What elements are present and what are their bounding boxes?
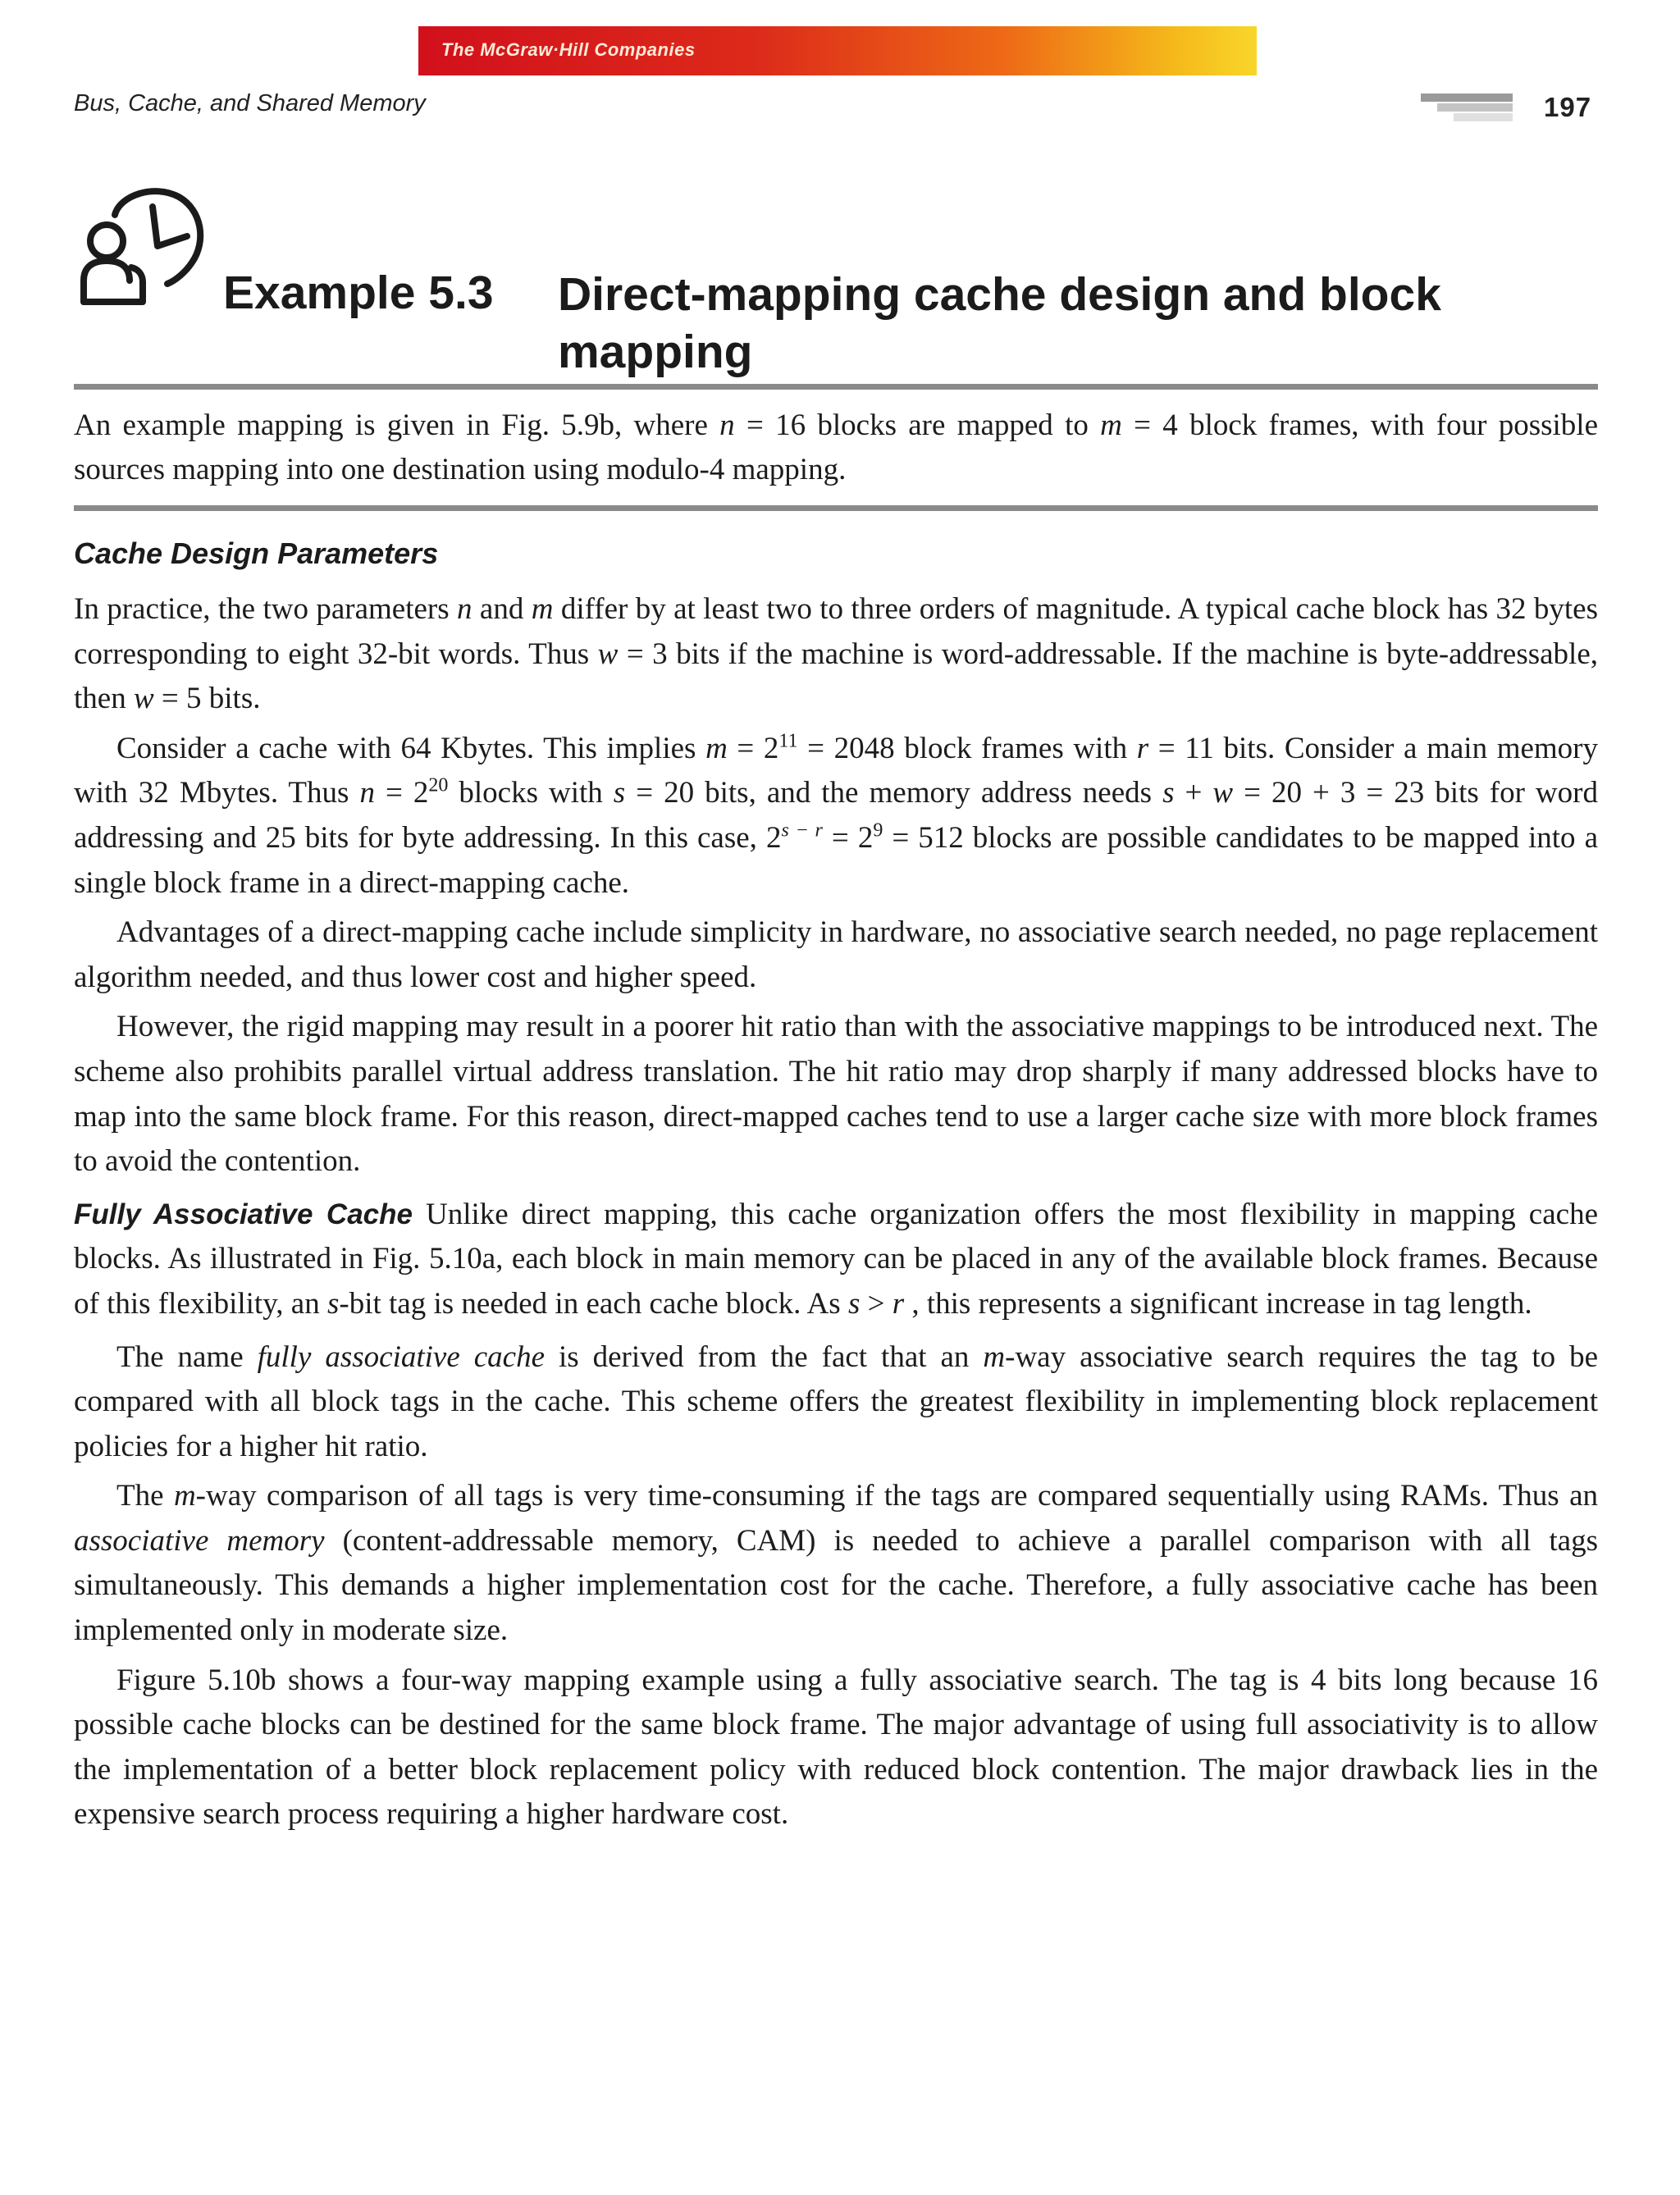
italic-term: w: [597, 637, 619, 671]
publisher-banner: [418, 26, 1257, 75]
italic-term: m: [173, 1479, 196, 1513]
body-text: [74, 587, 1598, 1842]
example-intro: [74, 404, 1598, 492]
paragraph: [74, 910, 1598, 1000]
italic-term: n: [457, 592, 472, 626]
text-run: = 5 bits.: [153, 682, 261, 716]
example-person-clock-icon: [72, 179, 212, 310]
text-run: = 2048 block frames with: [797, 731, 1137, 765]
italic-term: m: [983, 1339, 1006, 1374]
page-marker-decoration: [1421, 90, 1519, 125]
text-run: (content-addressable memory, CAM) is needed to achieve a parallel comparison with all tags simultaneously. This demands a higher implementation cost for the cache. Therefore, a fully associative cache has been implemented only in moderate size.: [74, 1523, 1599, 1648]
italic-term: associative memory: [74, 1523, 325, 1558]
italic-term: s: [613, 776, 626, 810]
italic-term: w: [1212, 776, 1234, 810]
paragraph: [74, 587, 1598, 722]
text-run: = 11 bits. Consider a main memory with 32 Mbytes. Thus: [74, 731, 1598, 810]
text-run: Advantages of a direct-mapping cache include simplicity in hardware, no associative search needed, no page replacement algorithm needed, and thus lower cost and higher speed.: [74, 915, 1598, 994]
text-run: = 2: [727, 731, 779, 765]
running-head: Bus, Cache, and Shared Memory: [74, 90, 426, 116]
text-run: +: [1174, 776, 1213, 810]
italic-term: n: [359, 776, 375, 810]
text-run: is derived from the fact that an: [545, 1339, 984, 1374]
text-run: -way comparison of all tags is very time-consuming if the tags are compared sequentially using RAMs. Thus an: [195, 1479, 1599, 1513]
text-run: >: [860, 1286, 892, 1321]
italic-term: s: [1162, 776, 1175, 810]
example-top-rule: [74, 384, 1598, 390]
italic-term: r: [1136, 731, 1149, 765]
text-run: = 16 blocks are mapped to: [734, 408, 1101, 442]
italic-term: m: [705, 731, 728, 765]
italic-term: fully associative cache: [257, 1339, 545, 1374]
text-run: differ by at least two to three orders of magnitude. A typical cache block has 32 bytes corresponding to eight 32-bit words. Thus: [74, 592, 1598, 671]
publisher-logo-text: The McGraw·Hill Companies: [441, 39, 696, 60]
text-run: Figure 5.10b shows a four-way mapping example using a fully associative search. The tag is 4 bits long because 16 possible cache blocks can be destined for the same block frame. The major advantage of using full associativity is to allow the implementation of a better block replacement policy with reduced block contention. The major drawback lies in the expensive search process requiring a higher hardware cost.: [74, 1663, 1598, 1832]
italic-term: s: [847, 1286, 861, 1321]
superscript: s − r: [781, 819, 823, 842]
superscript: 9: [873, 819, 883, 842]
text-run: = 20 bits, and the memory address needs: [625, 776, 1163, 810]
text-run: and: [472, 592, 532, 626]
text-run: The: [116, 1479, 174, 1513]
text-run: = 2: [374, 776, 429, 810]
text-run: , this represents a significant increase in tag length.: [904, 1286, 1532, 1321]
paragraph: [74, 1005, 1598, 1184]
page-number: 197: [1544, 92, 1592, 122]
section-heading: Cache Design Parameters: [74, 536, 439, 570]
text-run: In practice, the two parameters: [74, 592, 458, 626]
text-run: However, the rigid mapping may result in a poorer hit ratio than with the associative mappings to be introduced next. The scheme also prohibits parallel virtual address translation. The hit ratio may drop sharply if many addressed blocks have to map into the same block frame. For this reason, direct-mapped caches tend to use a larger cache size with more block frames to avoid the contention.: [74, 1010, 1598, 1179]
paragraph: [74, 1335, 1598, 1470]
italic-term: w: [133, 682, 154, 716]
text-run: blocks with: [448, 776, 614, 810]
italic-term: s: [326, 1286, 340, 1321]
text-run: Consider a cache with 64 Kbytes. This implies: [116, 731, 706, 765]
paragraph: [74, 727, 1598, 906]
text-run: = 20 + 3 = 23 bits for word addressing and 25 bits for byte addressing. In this case, 2: [74, 776, 1598, 855]
text-run: The name: [116, 1339, 258, 1374]
superscript: 20: [428, 775, 449, 797]
italic-term: m: [1100, 408, 1122, 442]
text-run: -bit tag is needed in each cache block. As: [339, 1286, 848, 1321]
text-run: = 4 block frames, with four possible sources mapping into one destination using modulo-4 mapping.: [74, 408, 1598, 486]
example-bottom-rule: [74, 505, 1598, 511]
text-run: -way associative search requires the tag to be compared with all block tags in the cache. This scheme offers the greatest flexibility in implementing block replacement policies for a higher hit ratio.: [74, 1339, 1598, 1463]
text-run: = 2: [822, 820, 874, 855]
run-in-heading: Fully Associative Cache: [74, 1198, 413, 1230]
text-run: Unlike direct mapping, this cache organization offers the most flexibility in mapping cache blocks. As illustrated in Fig. 5.10a, each block in main memory can be placed in any of the available block frames. Because of this flexibility, an: [74, 1197, 1599, 1321]
example-title: Direct-mapping cache design and block mapping: [558, 268, 1441, 378]
example-number: Example 5.3: [223, 267, 494, 319]
italic-term: m: [531, 592, 554, 626]
text-run: = 3 bits if the machine is word-addressable. If the machine is byte-addressable, then: [74, 637, 1598, 716]
paragraph: [74, 1193, 1598, 1327]
text-run: An example mapping is given in Fig. 5.9b, where: [74, 408, 720, 442]
italic-term: r: [892, 1286, 905, 1321]
paragraph: [74, 1474, 1598, 1653]
paragraph: [74, 1659, 1598, 1837]
italic-term: n: [719, 408, 735, 442]
text-run: = 512 blocks are possible candidates to be mapped into a single block frame in a direct-mapping cache.: [74, 820, 1599, 900]
superscript: 11: [778, 730, 798, 752]
